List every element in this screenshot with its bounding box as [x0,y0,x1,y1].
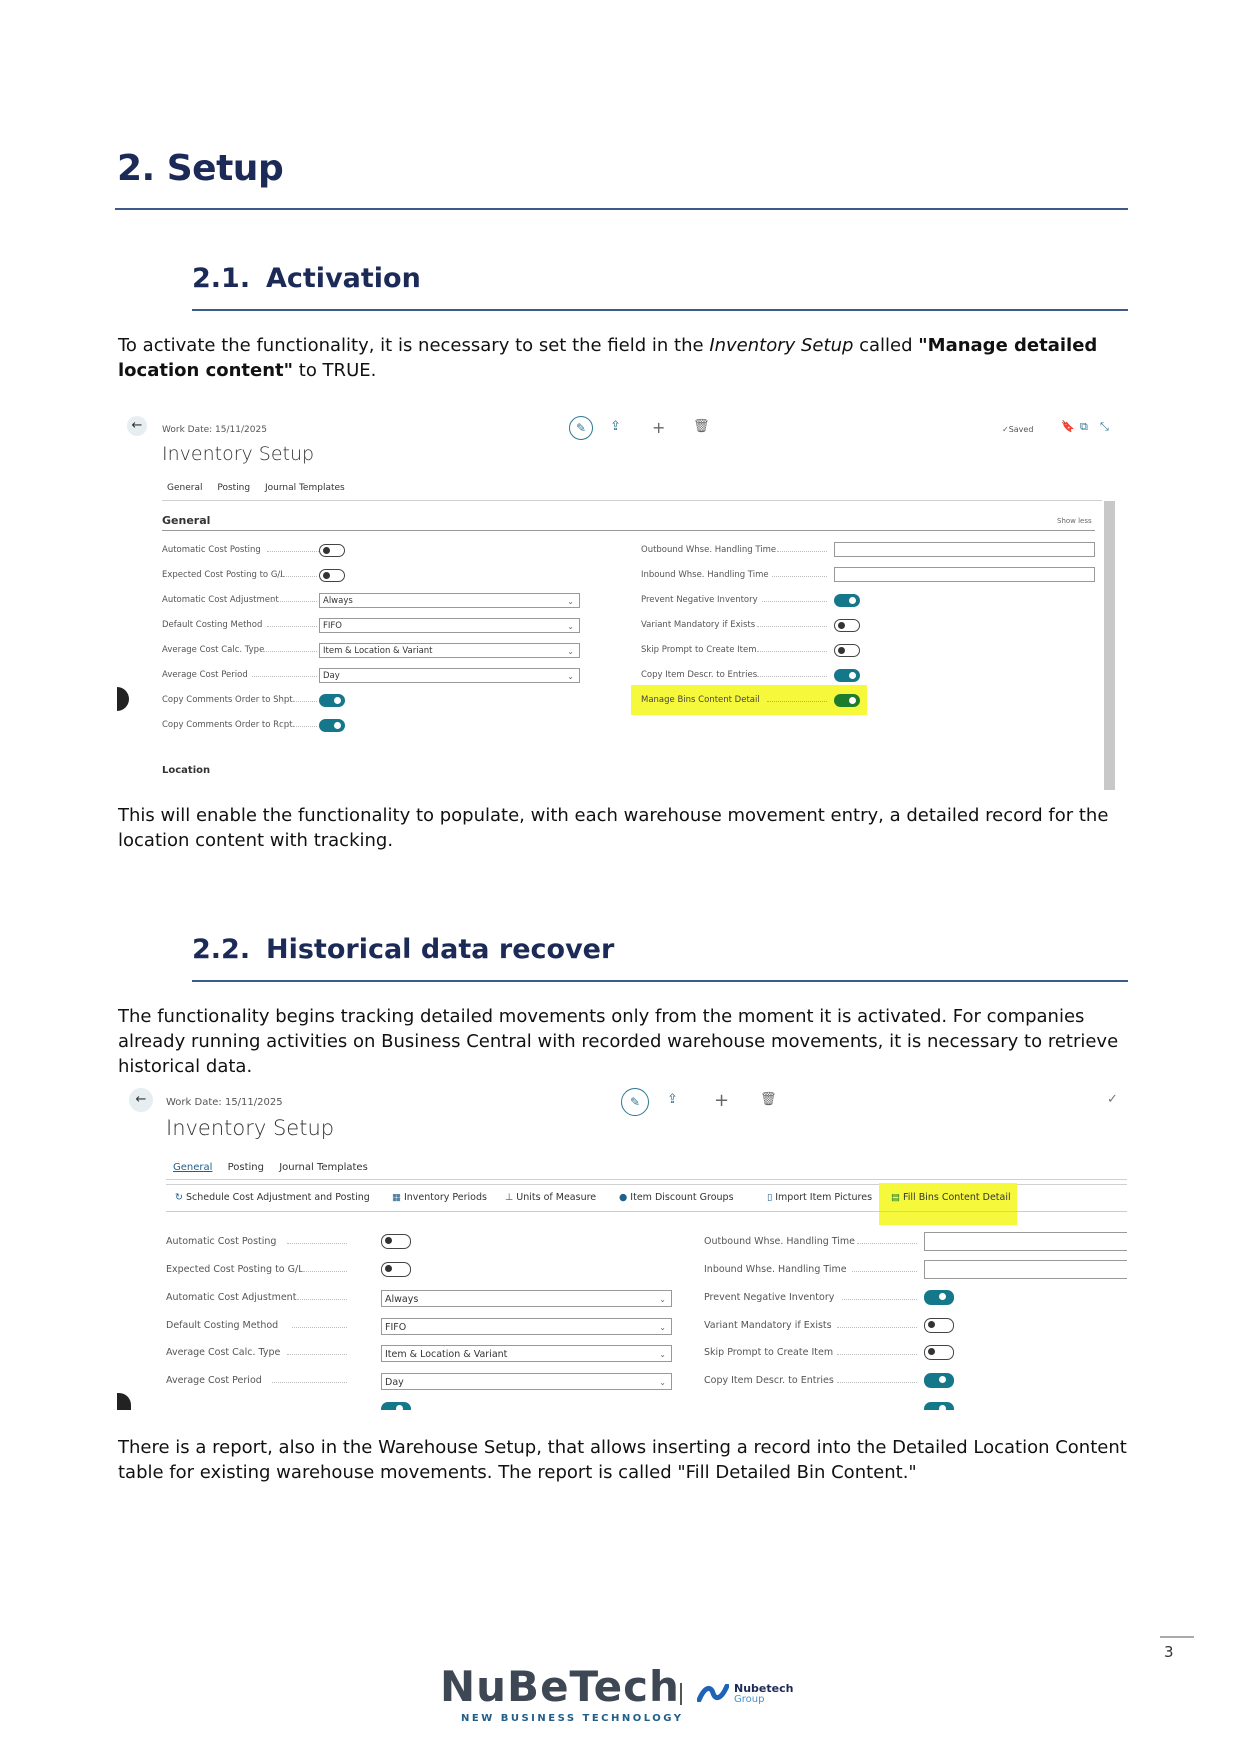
toggle-prevent-negative-inventory[interactable] [924,1290,954,1305]
field-label: Copy Comments Order to Rcpt. [162,720,296,730]
side-handle-icon[interactable] [117,1393,131,1410]
subsection-number: 2.1. [192,263,251,294]
toggle-automatic-cost-posting[interactable] [381,1234,411,1249]
historical-after-text: There is a report, also in the Warehouse Setup, that allows inserting a record into the Detailed Location Content table for existing warehouse movements. The report is called "Fill Detailed Bin Content." [118,1437,1127,1483]
field-label: Average Cost Calc. Type [162,645,265,655]
select-value: Always [385,1294,419,1305]
tab-divider [162,500,1102,501]
input-inbound-whse-handling-time[interactable] [834,567,1095,582]
section-title: 2. Setup [117,148,284,189]
subsection-activation-heading [192,263,421,294]
tab-posting[interactable]: Posting [227,1162,264,1173]
field-label: Expected Cost Posting to G/L [166,1264,304,1275]
toggle-copy-item-descr[interactable] [834,669,860,682]
subsection-number: 2.2. [192,934,251,965]
select-value: FIFO [385,1322,407,1333]
intro-emphasis: Inventory Setup [709,335,854,356]
toggle-variant-mandatory[interactable] [924,1318,954,1333]
field-label: Inbound Whse. Handling Time [641,570,769,580]
action-label: Units of Measure [516,1192,597,1203]
leader-dots [837,1354,917,1355]
toggle-expected-cost-posting[interactable] [381,1262,411,1277]
field-label: Default Costing Method [166,1320,279,1331]
logo-divider [680,1683,682,1705]
input-outbound-whse-handling-time[interactable] [834,542,1095,557]
intro-text: to TRUE. [293,360,377,381]
field-label: Automatic Cost Posting [162,545,261,555]
new-plus-icon[interactable]: + [652,418,666,437]
select-default-costing-method[interactable] [381,1318,672,1335]
action-inventory-periods[interactable] [392,1192,487,1203]
leader-dots [762,601,827,602]
field-label: Outbound Whse. Handling Time [704,1236,856,1247]
intro-text: called [853,335,919,356]
side-handle-icon[interactable] [117,687,129,711]
page-title: Inventory Setup [166,1116,335,1140]
chevron-down-icon: ⌄ [659,1295,666,1304]
select-value: Day [385,1377,404,1388]
field-label: Prevent Negative Inventory [641,595,758,605]
activation-after-text: This will enable the functionality to populate, with each warehouse movement entry, a detailed record for the location content with tracking. [118,805,1109,851]
chevron-down-icon: ⌄ [567,622,574,631]
action-item-discount-groups[interactable] [619,1192,734,1203]
tab-divider [166,1179,1127,1180]
units-icon: ⊥ [505,1192,514,1203]
action-import-item-pictures[interactable] [767,1192,872,1203]
field-label-manage-bins: Manage Bins Content Detail [641,695,760,705]
group-location-header[interactable]: Location [162,765,211,776]
field-label: Automatic Cost Adjustment [166,1292,297,1303]
leader-dots [292,1327,347,1328]
inventory-setup-screenshot-2 [117,1080,1127,1410]
open-new-window-icon[interactable]: ⧉ [1080,420,1088,433]
field-label: Inbound Whse. Handling Time [704,1264,847,1275]
field-label: Variant Mandatory if Exists [704,1320,832,1331]
select-value: Always [323,596,353,606]
leader-dots [267,626,317,627]
new-plus-icon[interactable]: + [714,1090,730,1111]
leader-dots [777,551,827,552]
input-outbound-whse-handling-time[interactable] [924,1232,1127,1251]
subsection-title: Historical data recover [266,934,615,965]
toggle-copy-item-descr[interactable] [924,1373,954,1388]
leader-dots [837,1327,917,1328]
select-average-cost-period[interactable] [319,668,580,683]
leader-dots [842,1299,917,1300]
chevron-down-icon: ⌄ [567,647,574,656]
field-label: Copy Item Descr. to Entries [641,670,758,680]
document-icon: ▯ [767,1192,773,1203]
action-label: Fill Bins Content Detail [902,1192,1011,1203]
leader-dots [837,1382,917,1383]
share-icon[interactable]: ⇪ [610,419,621,434]
nubetech-logo-tagline: NEW BUSINESS TECHNOLOGY [461,1713,684,1724]
discount-icon: ● [619,1192,628,1203]
activation-intro [118,333,1128,383]
toggle-automatic-cost-posting[interactable] [319,544,345,557]
leader-dots [277,576,317,577]
tab-general[interactable]: General [167,483,203,493]
input-inbound-whse-handling-time[interactable] [924,1260,1127,1279]
leader-dots [767,701,827,702]
field-label: Skip Prompt to Create Item [704,1347,834,1358]
toggle-skip-prompt-create-item[interactable] [924,1345,954,1360]
chevron-down-icon: ⌄ [659,1323,666,1332]
field-label: Skip Prompt to Create Item [641,645,757,655]
page-title: Inventory Setup [162,443,315,465]
saved-label: Saved [1008,425,1034,434]
field-label: Average Cost Period [162,670,248,680]
saved-check-icon: ✓ [1107,1092,1118,1107]
subsection-rule [192,980,1128,982]
select-value: Item & Location & Variant [385,1349,508,1360]
page-tabs [167,483,357,493]
leader-dots [252,676,317,677]
select-value: Day [323,671,340,681]
edit-pencil-icon[interactable]: ✎ [621,1088,649,1116]
leader-dots [262,651,317,652]
report-icon: ▤ [891,1192,900,1203]
toggle-expected-cost-posting[interactable] [319,569,345,582]
field-label: Outbound Whse. Handling Time [641,545,777,555]
bookmark-icon[interactable]: 🔖 [1061,420,1075,433]
leader-dots [272,1382,347,1383]
tab-journal-templates[interactable]: Journal Templates [279,1162,368,1173]
leader-dots [302,1271,347,1272]
page-tabs [173,1162,380,1173]
show-less-link[interactable]: Show less [1057,517,1092,525]
scrollbar[interactable] [1104,501,1115,790]
toggle-skip-prompt-create-item[interactable] [834,644,860,657]
field-label: Automatic Cost Posting [166,1236,277,1247]
edit-pencil-icon[interactable]: ✎ [569,416,593,440]
inventory-setup-screenshot-1 [117,410,1127,790]
back-arrow-icon[interactable]: ← [129,1088,153,1112]
leader-dots [287,1243,347,1244]
toggle-variant-mandatory[interactable] [834,619,860,632]
field-label: Copy Comments Order to Shpt. [162,695,296,705]
highlight-fill-bins [879,1183,1017,1225]
action-label: Schedule Cost Adjustment and Posting [185,1192,370,1203]
leader-dots [267,551,327,552]
leader-dots [852,1271,917,1272]
subsection-historical-heading [192,934,614,965]
leader-dots [287,1354,347,1355]
action-schedule-cost-adjustment[interactable] [175,1192,370,1203]
leader-dots [857,1243,917,1244]
share-icon[interactable]: ⇪ [667,1092,678,1107]
nubetech-group-sub: Group [734,1694,765,1705]
select-average-cost-calc-type[interactable] [381,1345,672,1362]
field-label: Copy Item Descr. to Entries [704,1375,834,1386]
select-automatic-cost-adjustment[interactable] [319,593,580,608]
leader-dots [772,576,827,577]
toggle-prevent-negative-inventory[interactable] [834,594,860,607]
leader-dots [272,601,317,602]
back-arrow-icon[interactable]: ← [127,416,147,436]
leader-dots [757,676,827,677]
chevron-down-icon: ⌄ [567,597,574,606]
field-label: Prevent Negative Inventory [704,1292,835,1303]
chevron-down-icon: ⌄ [659,1350,666,1359]
field-label: Expected Cost Posting to G/L [162,570,286,580]
group-general-header[interactable]: General [162,514,211,527]
subsection-rule [192,309,1128,311]
section-rule [115,208,1128,210]
intro-strong: "Manage detailed location content" [118,335,1098,381]
tab-posting[interactable]: Posting [217,483,251,493]
toggle-partial[interactable] [924,1402,954,1410]
chevron-down-icon: ⌄ [659,1378,666,1387]
toggle-copy-comments-order-rcpt[interactable] [319,719,345,732]
schedule-icon: ↻ [175,1192,183,1203]
field-label: Default Costing Method [162,620,263,630]
select-automatic-cost-adjustment[interactable] [381,1290,672,1307]
page-number: 3 [1164,1643,1174,1661]
delete-trash-icon[interactable]: 🗑 [693,419,710,434]
historical-intro: The functionality begins tracking detailed movements only from the moment it is activated. For companies already running activities on Business Central with recorded warehouse movements, it is necessary to retrieve historical data. [118,1006,1119,1077]
saved-status: ✓Saved [1002,425,1034,434]
leader-dots [757,626,827,627]
action-bar-bottom [166,1211,1127,1212]
field-label: Variant Mandatory if Exists [641,620,756,630]
intro-text: To activate the functionality, it is necessary to set the field in the [118,335,710,356]
leader-dots [282,701,317,702]
work-date: Work Date: 15/11/2025 [166,1097,283,1108]
select-value: FIFO [323,621,342,631]
select-default-costing-method[interactable] [319,618,580,633]
select-average-cost-period[interactable] [381,1373,672,1390]
leader-dots [297,1299,347,1300]
action-fill-bins-content-detail[interactable] [891,1192,1011,1203]
tab-journal-templates[interactable]: Journal Templates [264,483,345,493]
nubetech-group-name: Nubetech [734,1682,794,1695]
field-label: Average Cost Calc. Type [166,1347,281,1358]
select-value: Item & Location & Variant [323,646,433,656]
toggle-manage-bins-content-detail[interactable] [834,694,860,707]
action-label: Item Discount Groups [630,1192,734,1203]
collapse-icon[interactable]: ⤡ [1100,420,1109,433]
nubetech-logo-text: NuBeTech [440,1662,680,1711]
chevron-down-icon: ⌄ [567,672,574,681]
action-label: Inventory Periods [403,1192,487,1203]
calendar-icon: ▦ [392,1192,401,1203]
field-label: Average Cost Period [166,1375,262,1386]
nubetech-group-logo-icon [697,1684,729,1702]
delete-trash-icon[interactable]: 🗑 [760,1092,777,1107]
group-divider [162,530,1095,531]
toggle-copy-comments-order-shpt[interactable] [319,694,345,707]
leader-dots [757,651,827,652]
action-units-of-measure[interactable] [505,1192,596,1203]
work-date: Work Date: 15/11/2025 [162,425,267,435]
field-label: Automatic Cost Adjustment [162,595,279,605]
page-number-rule [1160,1636,1194,1638]
action-label: Import Item Pictures [775,1192,873,1203]
toggle-partial[interactable] [381,1402,411,1410]
subsection-title: Activation [266,263,421,294]
select-average-cost-calc-type[interactable] [319,643,580,658]
screenshot-crop [117,1411,1127,1431]
leader-dots [282,726,317,727]
tab-general[interactable]: General [173,1162,213,1173]
